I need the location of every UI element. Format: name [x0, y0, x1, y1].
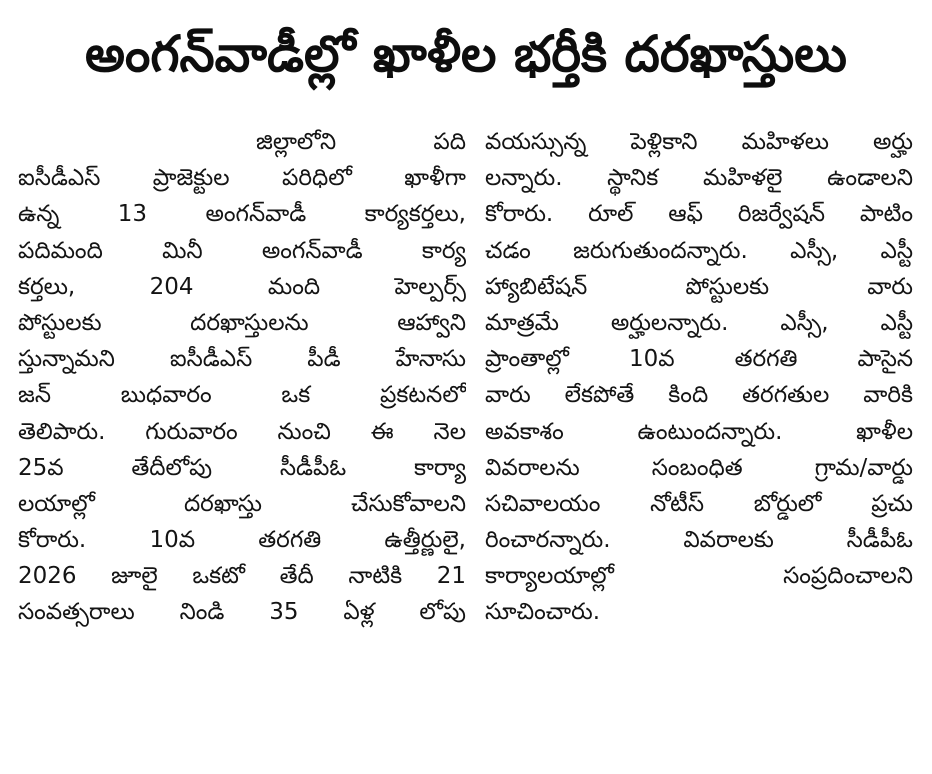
text-line: సంవత్సరాలు నిండి 35 ఏళ్ల లోపు	[18, 599, 466, 626]
text-line: హ్యాబిటేషన్ పోస్టులకు వారు	[485, 273, 913, 300]
text-line: సూచించారు.	[485, 599, 601, 626]
text-line: ఉన్న 13 అంగన్‌వాడీ కార్యకర్తలు,	[18, 201, 466, 228]
text-line: కోరారు. 10వ తరగతి ఉత్తీర్ణులై,	[18, 527, 466, 554]
article-column-left	[18, 124, 466, 631]
text-line: స్తున్నామని ఐసీడీఎస్ పీడీ హేనాసు	[18, 346, 466, 373]
text-line: తెలిపారు. గురువారం నుంచి ఈ నెల	[18, 418, 466, 445]
text-line: 2026 జూలై ఒకటో తేదీ నాటికి 21	[18, 563, 466, 590]
article-headline: అంగన్‌వాడీల్లో ఖాళీల భర్తీకి దరఖాస్తులు	[85, 25, 847, 83]
text-line: వయస్సున్న పెళ్లికాని మహిళలు అర్హు	[485, 129, 913, 155]
text-line: చడం జరుగుతుందన్నారు. ఎస్సీ, ఎస్టీ	[485, 237, 913, 264]
text-line: లన్నారు. స్థానిక మహిళలై ఉండాలని	[485, 165, 913, 192]
text-line: లయాల్లో దరఖాస్తు చేసుకోవాలని	[18, 490, 466, 517]
text-line: జిల్లాలోని పది	[256, 129, 466, 155]
text-line: కర్తలు, 204 మంది హెల్పర్స్	[18, 273, 466, 300]
text-line: సచివాలయం నోటీస్ బోర్డులో ప్రచు	[485, 490, 913, 517]
text-line: వివరాలను సంబంధిత గ్రామ/వార్డు	[485, 454, 913, 481]
text-line: కోరారు. రూల్ ఆఫ్ రిజర్వేషన్ పాటిం	[485, 201, 913, 228]
text-line: జన్ బుధవారం ఒక ప్రకటనలో	[18, 382, 466, 409]
text-line: 25వ తేదీలోపు సీడీపీఓ కార్యా	[18, 454, 466, 481]
text-line: పదిమంది మినీ అంగన్‌వాడీ కార్య	[18, 237, 466, 264]
text-line: ఐసీడీఎస్ ప్రాజెక్టుల పరిధిలో ఖాళీగా	[18, 165, 466, 192]
text-line: అవకాశం ఉంటుందన్నారు. ఖాళీల	[485, 418, 913, 445]
text-line: పోస్టులకు దరఖాస్తులను ఆహ్వాని	[18, 309, 466, 336]
text-line: రించారన్నారు. వివరాలకు సీడీపీఓ	[485, 527, 913, 554]
text-line: కార్యాలయాల్లో సంప్రదించాలని	[485, 563, 913, 590]
text-line: వారు లేకపోతే కింది తరగతుల వారికి	[485, 382, 913, 409]
text-line: ప్రాంతాల్లో 10వ తరగతి పాసైన	[485, 346, 913, 373]
text-line: మాత్రమే అర్హులన్నారు. ఎస్సీ, ఎస్టీ	[485, 309, 913, 336]
article-column-right	[485, 124, 913, 631]
